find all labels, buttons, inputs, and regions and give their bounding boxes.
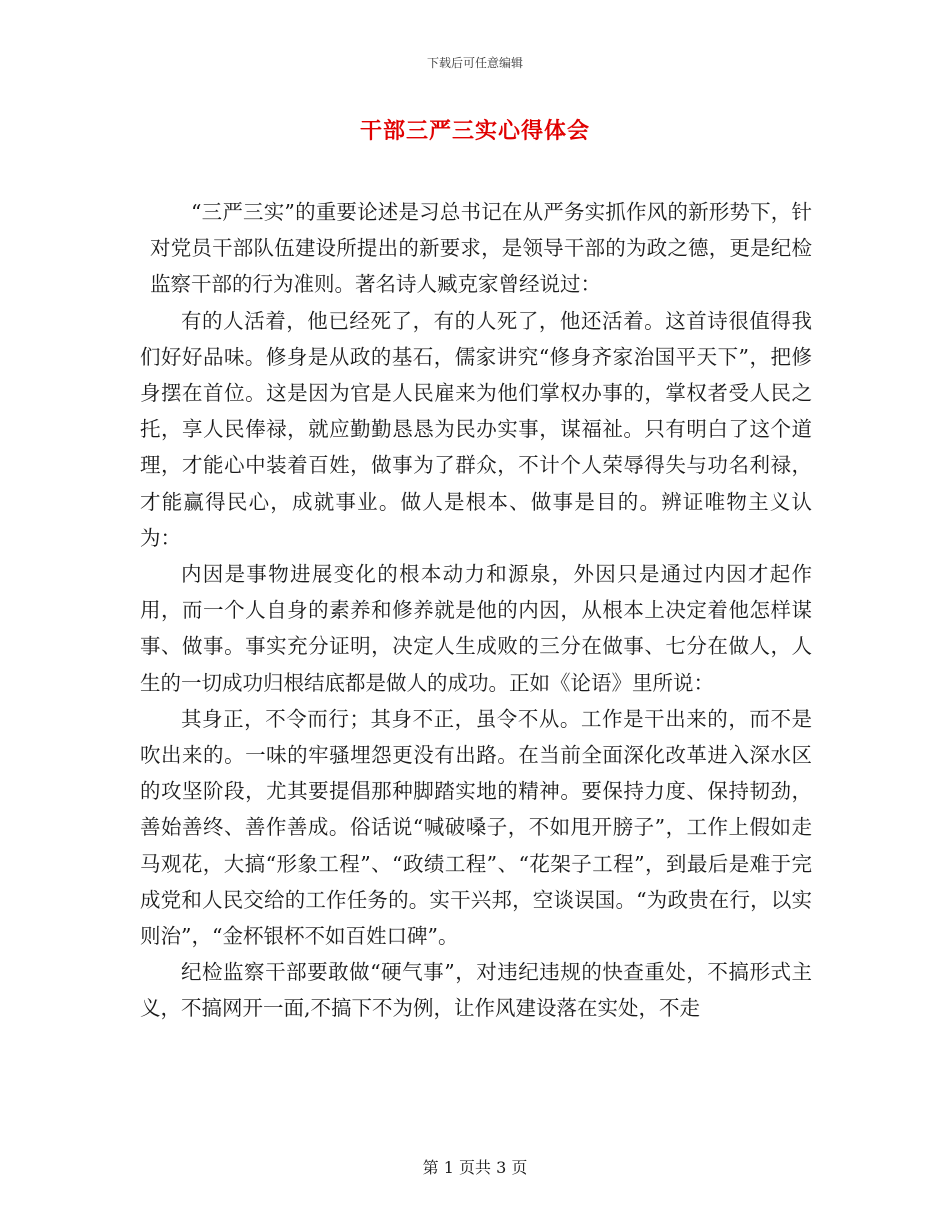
paragraph-2: 有的人活着，他已经死了，有的人死了，他还活着。这首诗很值得我们好好品味。修身是从政的基石，儒家讲究“修身齐家治国平天下”，把修身摆在首位。这是因为官是人民雇来为他们掌权办事的，掌权者受人民之托，享人民俸禄，就应勤勤恳恳为民办实事，谋福祉。只有明白了这个道理，才能心中装着百姓，做事为了群众，不计个人荣辱得失与功名利禄，才能赢得民心，成就事业。做人是根本、做事是目的。辨证唯物主义认为： <box>140 308 812 550</box>
page-number-footer: 第 1 页共 3 页 <box>422 1158 528 1177</box>
paragraph-4: 其身正，不令而行；其身不正，虽令不从。工作是干出来的，而不是吹出来的。一味的牢骚埋怨更没有出路。在当前全面深化改革进入深水区的攻坚阶段，尤其要提倡那种脚踏实地的精神。要保持力度、保持韧劲，善始善终、善作善成。俗话说“喊破嗓子，不如甩开膀子”，工作上假如走马观花，大搞“形象工程”、“政绩工程”、“花架子工程”，到最后是难于完成党和人民交给的工作任务的。实干兴邦，空谈误国。“为政贵在行，以实则治”，“金杯银杯不如百姓口碑”。 <box>140 706 812 949</box>
paragraph-5: 纪检监察干部要敢做“硬气事”，对违纪违规的快查重处，不搞形式主义，不搞网开一面,不搞下不为例，让作风建设落在实处，不走 <box>140 960 812 1021</box>
document-body <box>140 194 812 1027</box>
document-title: 干部三严三实心得体会 <box>359 118 590 144</box>
header-note: 下载后可任意编辑 <box>426 56 523 70</box>
paragraph-3: 内因是事物进展变化的根本动力和源泉，外因只是通过内因才起作用，而一个人自身的素养和修养就是他的内因，从根本上决定着他怎样谋事、做事。事实充分证明，决定人生成败的三分在做事、七分在做人，人生的一切成功归根结底都是做人的成功。正如《论语》里所说： <box>140 562 812 695</box>
paragraph-1: “三严三实”的重要论述是习总书记在从严务实抓作风的新形势下，针对党员干部队伍建设所提出的新要求，是领导干部的为政之德，更是纪检监察干部的行为准则。著名诗人臧克家曾经说过： <box>150 200 812 297</box>
